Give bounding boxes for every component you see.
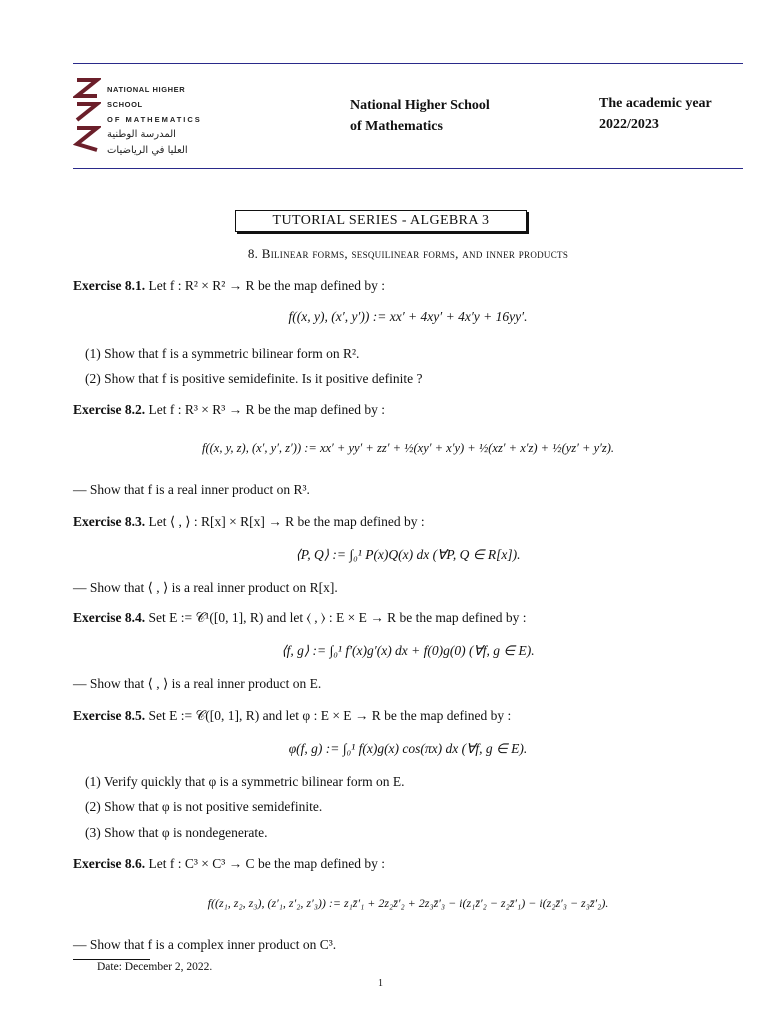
footnote-rule — [73, 959, 150, 960]
exercise-8-5-question-3: (3) Show that φ is nondegenerate. — [85, 825, 268, 840]
logo-line1: NATIONAL HIGHER SCHOOL — [107, 85, 186, 109]
school-logo — [73, 78, 208, 156]
top-rule — [73, 63, 743, 64]
exercise-8-5-question-1: (1) Verify quickly that φ is a symmetric bilinear form on E. — [85, 774, 405, 789]
bottom-header-rule — [73, 168, 743, 169]
exercise-8-3-question: — Show that ⟨ , ⟩ is a real inner product on R[x]. — [73, 580, 338, 595]
exercise-8-5-formula: φ(f, g) := ∫₀¹ f(x)g(x) cos(πx) dx (∀f, g ∈ E). — [288, 741, 528, 756]
section-heading: 8. Bilinear forms, sesquilinear forms, and inner products — [247, 246, 569, 261]
exercise-8-6-formula: f((z₁, z₂, z₃), (z′₁, z′₂, z′₃)) := z₁z̄′₁ + 2z₂z̄′₂ + 2z₃z̄′₃ − i(z₁z̄′₂ − z₂z̄′₁) − i(z₂z̄′₃ − z₃z̄′₂). — [207, 896, 609, 910]
exercise-8-6-intro — [73, 855, 743, 873]
exercise-8-3-text: Let ⟨ , ⟩ : R[x] × R[x] → R be the map defined by : — [148, 514, 425, 529]
logo-line2: OF MATHEMATICS — [107, 115, 202, 124]
exercise-8-6-text: Let f : C³ × C³ → C be the map defined by : — [148, 856, 386, 871]
page-title: TUTORIAL SERIES - ALGEBRA 3 — [235, 210, 527, 232]
logo-arabic-line2: العليا في الرياضيات — [107, 145, 188, 156]
exercise-8-1-text: Let f : R² × R² → R be the map defined by : — [148, 278, 386, 293]
exercise-8-4-intro — [73, 609, 743, 627]
header-year-line1: The academic year — [599, 96, 712, 111]
exercise-8-4-label: Exercise 8.4. — [73, 610, 146, 625]
exercise-8-2-formula: f((x, y, z), (x′, y′, z′)) := xx′ + yy′ + zz′ + ½(xy′ + x′y) + ½(xz′ + x′z) + ½(yz′ + y′z). — [201, 441, 615, 455]
exercise-8-1-intro — [73, 277, 743, 295]
exercise-8-3-intro — [73, 513, 743, 531]
exercise-8-3-label: Exercise 8.3. — [73, 514, 146, 529]
header-school-line2: of Mathematics — [350, 119, 443, 134]
exercise-8-2-text: Let f : R³ × R³ → R be the map defined by : — [148, 402, 386, 417]
exercise-8-4-question: — Show that ⟨ , ⟩ is a real inner product on E. — [73, 676, 322, 691]
page-number: 1 — [378, 978, 383, 989]
exercise-8-4-formula: ⟨f, g⟩ := ∫₀¹ f′(x)g′(x) dx + f(0)g(0) (∀f, g ∈ E). — [281, 643, 535, 658]
exercise-8-5-label: Exercise 8.5. — [73, 708, 146, 723]
exercise-8-1-question-1: (1) Show that f is a symmetric bilinear form on R². — [85, 346, 360, 361]
exercise-8-1-label: Exercise 8.1. — [73, 278, 146, 293]
header-year — [599, 93, 712, 135]
exercise-8-2-question: — Show that f is a real inner product on R³. — [73, 482, 310, 497]
header-school — [350, 95, 490, 137]
exercise-8-3-formula: ⟨P, Q⟩ := ∫₀¹ P(x)Q(x) dx (∀P, Q ∈ R[x]). — [295, 547, 521, 562]
logo-text — [107, 82, 208, 159]
exercise-8-2-label: Exercise 8.2. — [73, 402, 146, 417]
header-school-line1: National Higher School — [350, 98, 490, 113]
exercise-8-2-intro — [73, 401, 743, 419]
exercise-8-5-text: Set E := 𝒞([0, 1], R) and let φ : E × E → R be the map defined by : — [148, 708, 512, 723]
footnote-date: Date: December 2, 2022. — [97, 961, 213, 973]
exercise-8-6-label: Exercise 8.6. — [73, 856, 146, 871]
logo-mark-icon — [73, 78, 101, 152]
logo-arabic-line1: المدرسة الوطنية — [107, 129, 176, 140]
exercise-8-1-question-2: (2) Show that f is positive semidefinite. Is it positive definite ? — [85, 371, 423, 386]
exercise-8-5-intro — [73, 707, 743, 725]
exercise-8-4-text: Set E := 𝒞¹([0, 1], R) and let ⟨ , ⟩ : E × E → R be the map defined by : — [148, 610, 527, 625]
header-year-line2: 2022/2023 — [599, 117, 659, 132]
exercise-8-5-question-2: (2) Show that φ is not positive semidefinite. — [85, 799, 323, 814]
exercise-8-1-formula: f((x, y), (x′, y′)) := xx′ + 4xy′ + 4x′y + 16yy′. — [288, 309, 528, 324]
exercise-8-6-question: — Show that f is a complex inner product on C³. — [73, 937, 337, 952]
